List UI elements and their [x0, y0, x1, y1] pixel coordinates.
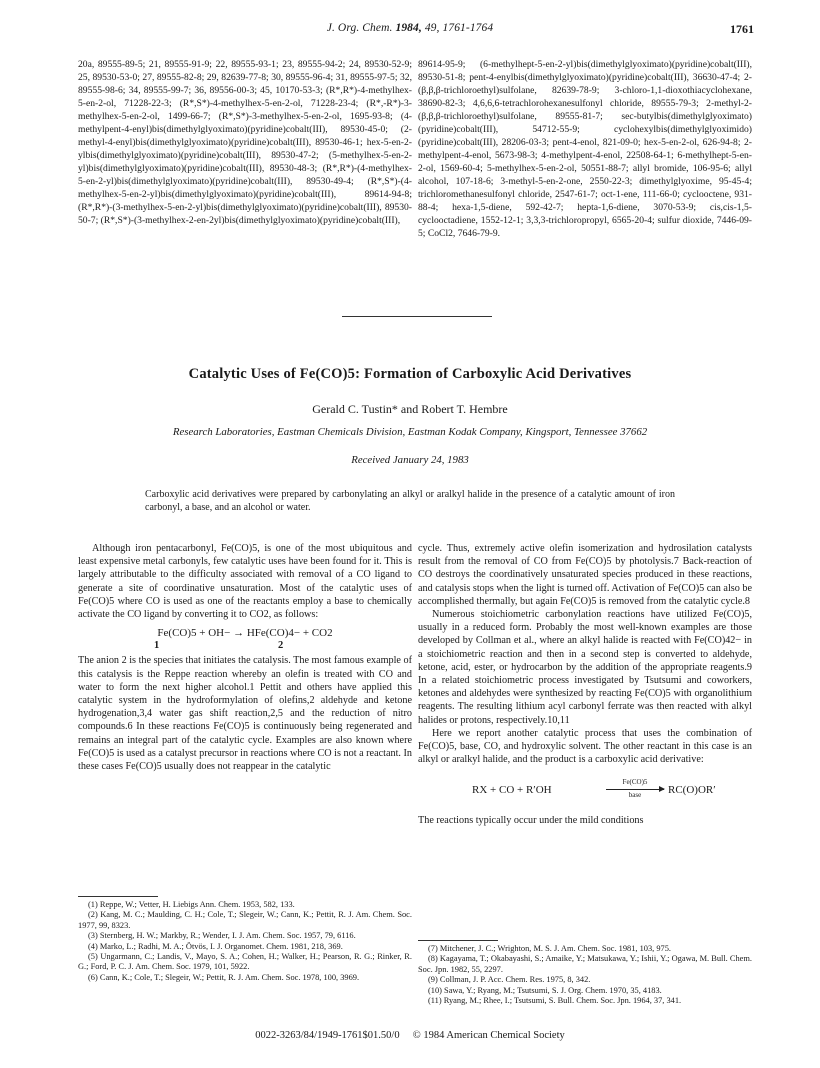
footnote: (3) Sternberg, H. W.; Markby, R.; Wender, I. J. Am. Chem. Soc. 1957, 79, 6116.	[88, 931, 356, 941]
arrow-icon	[606, 789, 664, 790]
footnote: (11) Ryang, M.; Rhee, I.; Tsutsumi, S. Bull. Chem. Soc. Jpn. 1964, 37, 341.	[428, 996, 682, 1006]
paragraph-intro: Although iron pentacarbonyl, Fe(CO)5, is one of the most ubiquitous and least expensive metal carbonyls, few catalytic uses have been found for it. This is largely attributable to the difficulty associated with removal of a CO ligand to generate a site of coordinative unsaturation. Most of the catalytic uses of Fe(CO)5 where CO is used as one of the reactants employ a base to chemically activate the CO ligand by converting it to CO2, as follows:	[78, 543, 412, 621]
journal-year: 1984,	[395, 22, 422, 34]
reaction-catalyst: Fe(CO)5	[622, 778, 648, 787]
page-footer	[0, 1030, 820, 1041]
abstract: Carboxylic acid derivatives were prepared by carbonylating an alkyl or aralkyl halide in the presence of a catalytic amount of iron carbonyl, a base, and an alcohol or water.	[145, 489, 675, 513]
paragraph-conditions: The reactions typically occur under the mild conditions	[418, 815, 644, 827]
footnote: (4) Marko, L.; Radhi, M. A.; Ötvös, I. J. Organomet. Chem. 1981, 218, 369.	[88, 941, 343, 951]
section-divider	[342, 316, 492, 317]
footnotes-left	[78, 900, 412, 983]
page-number: 1761	[730, 22, 754, 36]
paragraph-stoichiometric: Numerous stoichiometric carbonylation reactions have utilized Fe(CO)5, usually in a reduced form. Probably the most well-known examples are those developed by Collman et al., where an alkyl halide is reacted with Fe(CO)42− in a stoichiometric reaction and then in a second step is converted to aldehyde, ketone, acid, ester, or hydrocarbon by the addition of the appropriate reagents.9 In a related stoichiometric process investigated by Tsutsumi and coworkers, ketones and aldehydes were synthesized by reacting Fe(CO)5 with organolithium reagents. The resulting lithium acyl carbonyl ferrate was then reacted with alkyl halides or protons, respectively.10,11	[418, 609, 752, 726]
reaction-product: RC(O)OR′	[668, 784, 716, 797]
registry-numbers-right: 89614-95-9; (6-methylhept-5-en-2-yl)bis(dimethylglyoximato)(pyridine)cobalt(III), 89530-51-8; pent-4-enylbis(dimethylglyoximato)(pyridine)cobalt(III), 36630-47-4; 2-(β,β,β-trichloroethyl)sulfolane, 82639-78-9; 3-chloro-1,1-dioxothiacyclohexane, 38690-82-3; 4,6,6,6-tetrachlorohexanesulfonyl chloride, 89555-79-3; 2-methyl-2-(β,β,β-trichloroethyl)sulfolane, 89555-81-7; sec-butylbis(dimethylglyoximato)(pyridine)cobalt(III), 54712-55-9; cyclohexylbis(dimethylglyoximido)(pyridine)cobalt(III), 28206-03-3; pent-4-enol, 821-09-0; hex-5-en-2-ol, 626-94-8; 2-methylpent-4-enol, 5673-98-3; 4-methylpent-4-enol, 22508-64-1; 6-methylhept-5-en-2-ol, 1569-60-4; 5-methylhex-5-en-2-ol, 50551-88-7; allyl bromide, 106-95-6; allyl alcohol, 107-18-6; 3-methyl-5-en-2-one, 2550-22-3; dimethylglyoxime, 95-45-4; trichloromethanesulfonyl chloride, 2547-61-7; oct-1-ene, 111-66-0; cyclooctene, 931-88-4; hexa-1,5-diene, 592-42-7; hepta-1,6-diene, 3070-53-9; cis,cis-1,5-cyclooctadiene, 1552-12-1; 3,3,3-trichloropropyl, 6565-20-4; sulfur dioxide, 7446-09-5; CoCl2, 7646-79-9.	[418, 59, 752, 239]
journal-volume: 49,	[424, 22, 440, 34]
article-affiliation: Research Laboratories, Eastman Chemicals Division, Eastman Kodak Company, Kingsport, Tennessee 37662	[172, 426, 648, 438]
reaction-base: base	[628, 791, 642, 800]
article-title: Catalytic Uses of Fe(CO)5: Formation of Carboxylic Acid Derivatives	[188, 366, 632, 382]
footnote: (7) Mitchener, J. C.; Wrighton, M. S. J. Am. Chem. Soc. 1981, 103, 975.	[428, 944, 671, 953]
footnote: (1) Reppe, W.; Vetter, H. Liebigs Ann. Chem. 1953, 582, 133.	[88, 900, 295, 909]
journal-pages: 1761-1764	[442, 22, 494, 34]
footnote: (6) Cann, K.; Cole, T.; Slegeir, W.; Pettit, R. J. Am. Chem. Soc. 1978, 100, 3969.	[88, 972, 360, 982]
body-column-left	[78, 542, 412, 773]
footnote-rule-right	[418, 940, 498, 941]
compound-label-1: 1	[154, 640, 160, 652]
footnote: (5) Ungarmann, C.; Landis, V., Mayo, S. A.; Cohen, H.; Walker, H.; Pearson, R. G.; Rinker, R. G.; Ford, P. C. J. Am. Chem. Soc. 1979, 101, 5922.	[78, 952, 412, 972]
paragraph-photolysis: cycle. Thus, extremely active olefin isomerization and hydrosilation catalysts result from the removal of CO from Fe(CO)5 by photolysis.7 Back-reaction of CO destroys the coordinatively unsaturated species produced in these reactions, and catalysis stops when the light is turned off. Activation of Fe(CO)5 can also be accomplished thermally, but again Fe(CO)5 is removed from the catalytic cycle.8	[418, 543, 752, 607]
footnote: (10) Sawa, Y.; Ryang, M.; Tsutsumi, S. J. Org. Chem. 1970, 35, 4183.	[428, 985, 662, 995]
footnote: (8) Kagayama, T.; Okabayashi, S.; Amaike, Y.; Matsukawa, Y.; Ishii, Y.; Ogawa, M. Bull. Chem. Soc. Jpn. 1982, 55, 2297.	[418, 954, 752, 974]
paragraph-reppe: The anion 2 is the species that initiates the catalysis. The most famous example of this catalysis is the Reppe reaction whereby an olefin is treated with CO and water to form the next higher alcohol.1 Pettit and others have applied this catalytic system in the hydroformylation of olefins,2 aldehyde and ketone hydrogenation,3,4 water gas shift reaction,2,5 and the reduction of nitro compounds.6 In these reactions Fe(CO)5 is continuously being regenerated and remains an integral part of the catalytic cycle. Examples are also known where Fe(CO)5 is used as a catalyst precursor in reactions where CO is not a reactant. In these cases Fe(CO)5 usually does not reappear in the catalytic	[78, 655, 412, 773]
journal-title: J. Org. Chem.	[326, 22, 393, 34]
reaction-reactants: RX + CO + R′OH	[472, 784, 552, 797]
equation-1: Fe(CO)5 + OH− → HFe(CO)4− + CO2	[157, 627, 333, 640]
compound-label-2: 2	[278, 640, 284, 652]
running-title	[0, 22, 820, 34]
footnote: (9) Collman, J. P. Acc. Chem. Res. 1975, 8, 342.	[428, 975, 591, 985]
reaction-scheme	[418, 776, 752, 804]
body-column-right	[418, 542, 752, 828]
received-date: Received January 24, 1983	[351, 454, 469, 466]
article-authors: Gerald C. Tustin* and Robert T. Hembre	[312, 402, 508, 416]
reaction-arrow	[606, 778, 664, 799]
footnotes-right	[418, 944, 752, 1006]
equation-1-labels	[78, 642, 412, 654]
footnote: (2) Kang, M. C.; Maulding, C. H.; Cole, T.; Slegeir, W.; Cann, K.; Pettit, R. J. Am. Chem. Soc. 1977, 99, 8323.	[78, 910, 412, 930]
footnote-rule-left	[78, 896, 158, 897]
running-header	[0, 22, 820, 40]
paragraph-report: Here we report another catalytic process that uses the combination of Fe(CO)5, base, CO, and hydroxylic solvent. The other reactant in this case is an alkyl or aralkyl halide, and the product is a carboxylic acid derivative:	[418, 727, 752, 766]
footer-code: 0022-3263/84/1949-1761$01.50/0	[255, 1030, 400, 1041]
footer-copyright: © 1984 American Chemical Society	[412, 1030, 565, 1041]
registry-numbers-left: 20a, 89555-89-5; 21, 89555-91-9; 22, 89555-93-1; 23, 89555-94-2; 24, 89530-52-9; 25, 89530-53-0; 27, 89555-82-8; 29, 82639-77-8; 30, 89555-96-4; 31, 89555-97-5; 32, 89555-98-6; 34, 89555-99-7; 36, 89556-00-3; 45, 10170-53-3; (R*,R*)-4-methylhex-5-en-2-ol, 71228-22-3; (R*,S*)-4-methylhex-5-en-2-ol, 71228-23-4; (R*,-R*)-3-methylhex-5-en-2-ol, 1499-66-7; (R*,S*)-3-methylhex-5-en-2-ol, 1695-93-8; (4-methylpent-4-enyl)bis(dimethylglyoximato)(pyridine)cobalt(III), 89530-45-0; (2-methyl-4-enyl)bis(dimethylglyoximato)(pyridine)cobalt(III), 89530-46-1; hex-5-en-2-ylbis(dimethylglyoximato)(pyridine)cobalt(III), 89530-47-2; (5-methylhex-5-en-2-yl)bis(dimethylglyoximato)(pyridine)cobalt(III), 89530-48-3; (R*,R*)-(4-methylhex-5-en-2-yl)bis(dimethylglyoximato)(pyridine)cobalt(III), 89530-49-4; (R*,S*)-(4-methylhex-5-en-2-yl)bis(dimethylglyoximato)(pyridine)cobalt(III), 89614-94-8; (R*,R*)-(3-methylhex-5-en-2-yl)bis(dimethylglyoximato)(pyridine)cobalt(III), 89530-50-7; (R*,S*)-(3-methylhex-2-en-2yl)bis(dimethylglyoximato)(pyridine)cobalt(III),	[78, 59, 412, 226]
